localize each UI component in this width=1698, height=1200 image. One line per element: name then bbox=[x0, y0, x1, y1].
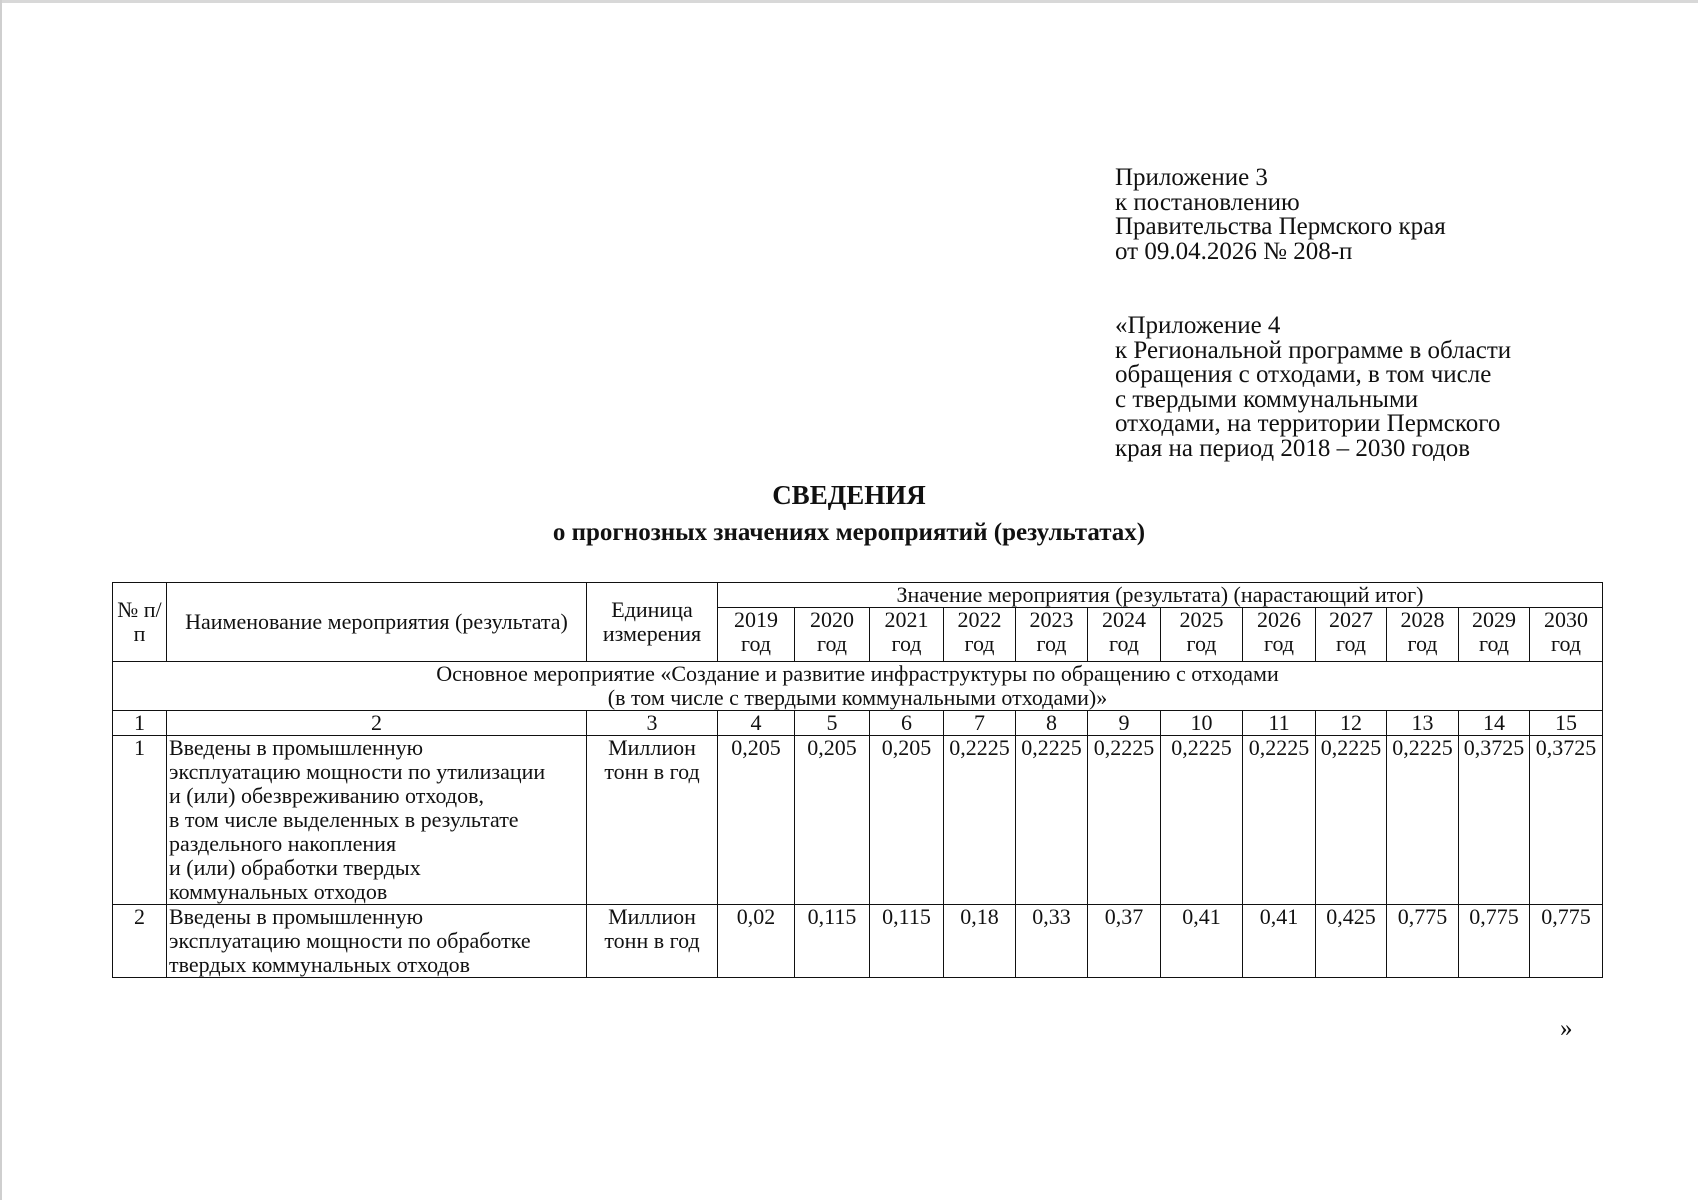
column-number: 11 bbox=[1243, 711, 1316, 736]
header-year bbox=[1316, 608, 1387, 662]
unit-line: тонн в год bbox=[604, 759, 700, 784]
header-year bbox=[1243, 608, 1316, 662]
value-cell: 0,41 bbox=[1243, 905, 1316, 978]
value-cell: 0,115 bbox=[795, 905, 870, 978]
appendix-line: к постановлению bbox=[1115, 188, 1300, 216]
document-title: СВЕДЕНИЯ bbox=[772, 480, 926, 510]
value-cell: 0,2225 bbox=[1387, 736, 1459, 905]
measure-name-line: раздельного накопления bbox=[169, 831, 397, 856]
year-suffix: год bbox=[964, 631, 995, 656]
value-cell: 0,2225 bbox=[944, 736, 1016, 905]
year-label: 2020 bbox=[810, 607, 854, 632]
value-cell: 0,205 bbox=[870, 736, 944, 905]
header-num: № п/п bbox=[113, 583, 167, 662]
header-year bbox=[718, 608, 795, 662]
value-cell: 0,18 bbox=[944, 905, 1016, 978]
scan-edge-top bbox=[0, 0, 1698, 3]
table-row bbox=[113, 905, 1603, 978]
year-label: 2022 bbox=[957, 607, 1002, 632]
measure-name-line: коммунальных отходов bbox=[169, 879, 388, 904]
year-suffix: год bbox=[1186, 631, 1217, 656]
value-cell: 0,2225 bbox=[1016, 736, 1088, 905]
unit-cell bbox=[587, 736, 718, 905]
year-suffix: год bbox=[740, 631, 772, 656]
column-number: 2 bbox=[167, 711, 587, 736]
measure-name-line: и (или) обработки твердых bbox=[169, 855, 421, 880]
year-label: 2029 bbox=[1472, 607, 1516, 632]
appendix-line: Правительства Пермского края bbox=[1115, 213, 1446, 240]
quoted-appendix-line: с твердыми коммунальными bbox=[1115, 385, 1419, 413]
column-number: 13 bbox=[1387, 711, 1459, 736]
column-number: 14 bbox=[1459, 711, 1530, 736]
section-row bbox=[113, 662, 1603, 711]
table-row bbox=[113, 736, 1603, 905]
row-number: 1 bbox=[113, 736, 167, 905]
year-suffix: год bbox=[1108, 631, 1140, 656]
row-number: 2 bbox=[113, 905, 167, 978]
value-cell: 0,02 bbox=[718, 905, 795, 978]
year-label: 2021 bbox=[884, 607, 929, 632]
year-suffix: год bbox=[891, 631, 922, 656]
measure-name-line: эксплуатацию мощности по обработке bbox=[169, 928, 531, 953]
unit-line: Миллион bbox=[608, 735, 696, 760]
year-suffix: год bbox=[1550, 631, 1582, 656]
measure-name-line: в том числе выделенных в результате bbox=[169, 807, 519, 832]
appendix-line: от 09.04.2026 № 208-п bbox=[1115, 237, 1353, 265]
value-cell: 0,41 bbox=[1161, 905, 1243, 978]
quoted-appendix-line: «Приложение 4 bbox=[1115, 312, 1281, 339]
column-number: 9 bbox=[1088, 711, 1161, 736]
year-label: 2028 bbox=[1400, 607, 1445, 632]
column-number: 4 bbox=[718, 711, 795, 736]
header-year bbox=[1161, 608, 1243, 662]
column-number: 15 bbox=[1530, 711, 1603, 736]
year-suffix: год bbox=[1263, 631, 1295, 656]
measure-name bbox=[167, 905, 587, 978]
unit-cell bbox=[587, 905, 718, 978]
section-title-line: (в том числе с твердыми коммунальными отходами)» bbox=[607, 685, 1108, 710]
section-title-line: Основное мероприятие «Создание и развитие инфраструктуры по обращению с отходами bbox=[436, 661, 1279, 686]
section-title bbox=[113, 662, 1603, 711]
quoted-appendix-line: края на период 2018 – 2030 годов bbox=[1115, 434, 1471, 462]
value-cell: 0,775 bbox=[1459, 905, 1530, 978]
year-label: 2023 bbox=[1029, 607, 1074, 632]
value-cell: 0,33 bbox=[1016, 905, 1088, 978]
year-label: 2019 bbox=[734, 607, 778, 632]
appendix-header bbox=[1115, 166, 1511, 461]
appendix-line: Приложение 3 bbox=[1115, 164, 1268, 191]
year-suffix: год bbox=[816, 631, 848, 656]
closing-quote: » bbox=[1560, 1015, 1573, 1042]
measure-name-line: твердых коммунальных отходов bbox=[169, 952, 471, 977]
value-cell: 0,37 bbox=[1088, 905, 1161, 978]
measure-name-line: и (или) обезвреживанию отходов, bbox=[169, 783, 484, 808]
value-cell: 0,115 bbox=[870, 905, 944, 978]
value-cell: 0,2225 bbox=[1243, 736, 1316, 905]
year-suffix: год bbox=[1407, 631, 1438, 656]
header-values-group: Значение мероприятия (результата) (нарастающий итог) bbox=[718, 583, 1603, 608]
measure-name-line: Введены в промышленную bbox=[169, 904, 424, 929]
header-year bbox=[1088, 608, 1161, 662]
year-label: 2025 bbox=[1179, 607, 1224, 632]
column-number: 5 bbox=[795, 711, 870, 736]
measure-name bbox=[167, 736, 587, 905]
header-row-top bbox=[113, 583, 1603, 608]
year-suffix: год bbox=[1478, 631, 1510, 656]
year-label: 2027 bbox=[1329, 607, 1373, 632]
year-suffix: год bbox=[1335, 631, 1367, 656]
header-unit: Единица измерения bbox=[587, 583, 718, 662]
quoted-appendix-line: отходами, на территории Пермского bbox=[1115, 410, 1501, 437]
document-subtitle: о прогнозных значениях мероприятий (результатах) bbox=[552, 519, 1146, 546]
year-label: 2026 bbox=[1257, 607, 1301, 632]
year-label: 2030 bbox=[1544, 607, 1588, 632]
header-name: Наименование мероприятия (результата) bbox=[167, 583, 587, 662]
value-cell: 0,775 bbox=[1530, 905, 1603, 978]
value-cell: 0,2225 bbox=[1161, 736, 1243, 905]
header-year bbox=[1016, 608, 1088, 662]
column-number: 8 bbox=[1016, 711, 1088, 736]
column-number: 6 bbox=[870, 711, 944, 736]
column-number: 1 bbox=[113, 711, 167, 736]
value-cell: 0,2225 bbox=[1316, 736, 1387, 905]
header-year bbox=[1387, 608, 1459, 662]
quoted-appendix-line: обращения с отходами, в том числе bbox=[1115, 361, 1492, 388]
scan-edge-left bbox=[0, 0, 2, 1200]
value-cell: 0,2225 bbox=[1088, 736, 1161, 905]
appendix-gap bbox=[1115, 264, 1511, 314]
header-year bbox=[1530, 608, 1603, 662]
value-cell: 0,3725 bbox=[1530, 736, 1603, 905]
value-cell: 0,205 bbox=[795, 736, 870, 905]
unit-line: тонн в год bbox=[604, 928, 700, 953]
value-cell: 0,775 bbox=[1387, 905, 1459, 978]
header-year bbox=[795, 608, 870, 662]
value-cell: 0,425 bbox=[1316, 905, 1387, 978]
column-number: 12 bbox=[1316, 711, 1387, 736]
unit-line: Миллион bbox=[608, 904, 696, 929]
header-year bbox=[870, 608, 944, 662]
year-label: 2024 bbox=[1102, 607, 1146, 632]
header-year bbox=[1459, 608, 1530, 662]
measure-name-line: Введены в промышленную bbox=[169, 735, 424, 760]
column-number-row bbox=[113, 711, 1603, 736]
value-cell: 0,3725 bbox=[1459, 736, 1530, 905]
quoted-appendix-line: к Региональной программе в области bbox=[1115, 336, 1512, 364]
header-year bbox=[944, 608, 1016, 662]
forecast-table bbox=[112, 582, 1603, 978]
column-number: 10 bbox=[1161, 711, 1243, 736]
column-number: 3 bbox=[587, 711, 718, 736]
column-number: 7 bbox=[944, 711, 1016, 736]
value-cell: 0,205 bbox=[718, 736, 795, 905]
measure-name-line: эксплуатацию мощности по утилизации bbox=[169, 759, 546, 784]
year-suffix: год bbox=[1036, 631, 1067, 656]
